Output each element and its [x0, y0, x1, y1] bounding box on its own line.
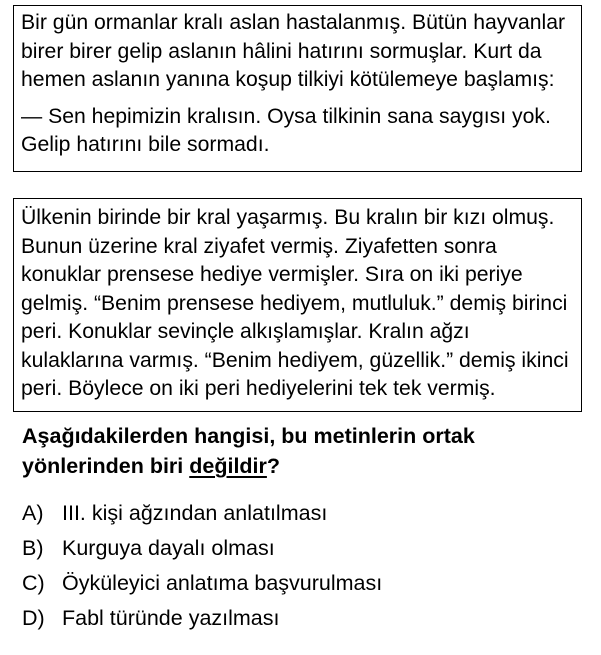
question-suffix: ? [266, 454, 281, 478]
option-d-text: Fabl türünde yazılması [62, 606, 280, 630]
passage-1-paragraph-2: — Sen hepimizin kralısın. Oysa tilkinin sana saygısı yok. Gelip hatırını bile sormadı. [21, 104, 551, 156]
option-a[interactable] [22, 497, 382, 532]
option-b-letter: B) [22, 536, 44, 560]
question-prefix: Aşağıdakilerden hangisi, bu metinlerin ortak yönlerinden biri [22, 424, 475, 478]
option-b-text: Kurguya dayalı olması [62, 536, 275, 560]
option-b[interactable] [22, 532, 382, 567]
option-d-letter: D) [22, 606, 45, 630]
option-a-letter: A) [22, 501, 44, 525]
passage-1-paragraph-1: Bir gün ormanlar kralı aslan hastalanmış. Bütün hayvanlar birer birer gelip aslanın hâlini hatırını sormuşlar. Kurt da hemen aslanın yanına koşup tilkiyi kötülemeye başlamış: [21, 11, 566, 91]
option-d[interactable] [22, 602, 382, 637]
answer-options [22, 497, 382, 637]
question-emphasis: değildir [189, 454, 267, 478]
option-a-text: III. kişi ağzından anlatılması [62, 501, 328, 525]
question-stem [22, 421, 592, 481]
option-c-letter: C) [22, 571, 45, 595]
passage-box-1 [13, 5, 582, 172]
passage-2-paragraph-1: Ülkenin birinde bir kral yaşarmış. Bu kralın bir kızı olmuş. Bunun üzerine kral ziyafet vermiş. Ziyafetten sonra konuklar prensese hediye vermişler. Sıra on iki periye gelmiş. “Benim prensese hediyem, mutluluk.” demiş birinci peri. Konuklar sevinçle alkışlamışlar. Kralın ağzı kulaklarına varmış. “Benim hediyem, güzellik.” demiş ikinci peri. Böylece on iki peri hediyelerini tek tek vermiş. [21, 206, 569, 400]
option-c[interactable] [22, 567, 382, 602]
option-c-text: Öyküleyici anlatıma başvurulması [62, 571, 383, 595]
passage-box-2 [13, 198, 582, 412]
